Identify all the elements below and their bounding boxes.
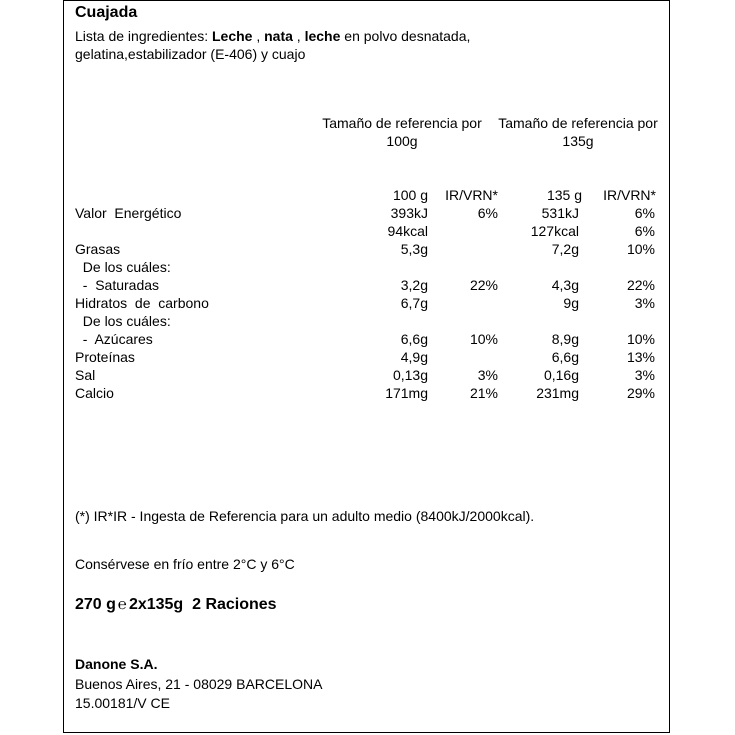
col-header-100g: 100 g [392, 187, 428, 203]
nutrient-label: Calcio [75, 385, 114, 401]
value-135g: 127kcal [530, 223, 579, 239]
value-135g: 4,3g [551, 277, 579, 293]
value-135g: 231mg [536, 385, 579, 401]
value-135g: 531kJ [541, 205, 579, 221]
value-100g: 5,3g [400, 241, 428, 257]
servings: 2 Raciones [192, 596, 277, 613]
ir-100g: 6% [477, 205, 498, 221]
ir-135g: 3% [634, 295, 655, 311]
nutrient-label: Hidratos de carbono [75, 295, 209, 311]
net-weight-line [75, 596, 277, 613]
ir-135g: 10% [626, 241, 655, 257]
ir-100g: 3% [477, 367, 498, 383]
value-135g: 9g [563, 295, 579, 311]
unit-count: 2x135g [128, 596, 184, 613]
ref-header-100-line1: Tamaño de referencia por [322, 115, 482, 131]
value-100g: 0,13g [392, 367, 428, 383]
ir-135g: 22% [626, 277, 655, 293]
ir-135g: 6% [634, 205, 655, 221]
value-100g: 6,7g [400, 295, 428, 311]
value-135g: 7,2g [551, 241, 579, 257]
nutrient-label: Grasas [75, 241, 121, 257]
ir-135g: 29% [626, 385, 655, 401]
ingredients-line-2: gelatina,estabilizador (E-406) y cuajo [75, 46, 306, 62]
product-name: Cuajada [75, 4, 138, 21]
ingredient-sep: , [252, 28, 265, 44]
ir-135g: 6% [634, 223, 655, 239]
company-registry: 15.00181/V CE [75, 695, 170, 711]
net-weight: 270 g [75, 596, 116, 613]
value-100g: 393kJ [390, 205, 428, 221]
ingredient-leche-polvo: leche [304, 28, 341, 44]
ingredient-nata: nata [264, 28, 293, 44]
nutrient-label: De los cuáles: [75, 259, 171, 275]
col-header-135g: 135 g [546, 187, 582, 203]
nutrient-label: Proteínas [75, 349, 135, 365]
col-header-ir-100: IR/VRN* [445, 187, 498, 203]
ir-100g: 22% [469, 277, 498, 293]
ir-100g: 21% [469, 385, 498, 401]
nutrient-label: Sal [75, 367, 96, 383]
ir-135g: 13% [626, 349, 655, 365]
company-name: Danone S.A. [75, 656, 158, 672]
ref-header-135-line2: 135g [562, 133, 594, 149]
ir-100g: 10% [469, 331, 498, 347]
storage-instructions: Consérvese en frío entre 2°C y 6°C [75, 556, 295, 572]
value-135g: 6,6g [551, 349, 579, 365]
nutrient-label: De los cuáles: [75, 313, 171, 329]
nutrient-label: - Saturadas [75, 277, 160, 293]
ingredient-sep: , [292, 28, 305, 44]
value-135g: 0,16g [543, 367, 579, 383]
ref-header-100-line2: 100g [386, 133, 418, 149]
col-header-ir-135: IR/VRN* [603, 187, 656, 203]
value-100g: 171mg [385, 385, 428, 401]
ingredients-line-1 [75, 28, 470, 45]
ref-header-135-line1: Tamaño de referencia por [498, 115, 658, 131]
value-100g: 3,2g [400, 277, 428, 293]
footnote: (*) IR*IR - Ingesta de Referencia para un adulto medio (8400kJ/2000kcal). [75, 508, 535, 524]
value-100g: 94kcal [387, 223, 428, 239]
ir-135g: 3% [634, 367, 655, 383]
ingredient-rest: en polvo desnatada, [340, 28, 471, 44]
value-100g: 4,9g [400, 349, 428, 365]
ingredients-label: Lista de ingredientes: [75, 28, 212, 44]
ir-135g: 10% [626, 331, 655, 347]
ingredient-leche: Leche [211, 28, 253, 44]
nutrient-label: Valor Energético [75, 205, 182, 221]
value-100g: 6,6g [400, 331, 428, 347]
value-135g: 8,9g [551, 331, 579, 347]
company-address: Buenos Aires, 21 - 08029 BARCELONA [75, 676, 323, 692]
nutrient-label: - Azúcares [75, 331, 153, 347]
estimated-sign-icon: ℮ [117, 596, 127, 613]
